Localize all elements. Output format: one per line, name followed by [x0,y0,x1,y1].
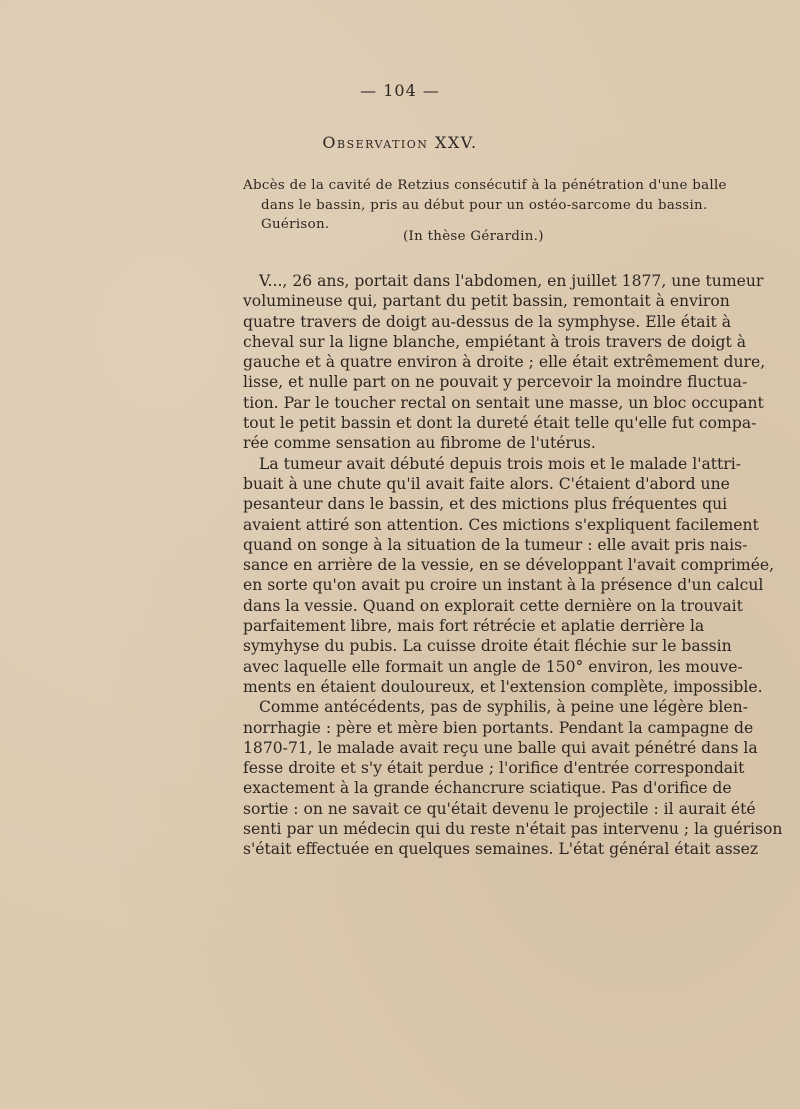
text-line: avec laquelle elle formait un angle de 150° environ, les mouve- [243,657,743,676]
paragraph [243,271,766,454]
paragraph [243,454,775,698]
text-line: en sorte qu'on avait pu croire un instant à la présence d'un calcul [243,576,764,595]
text-line: rée comme sensation au fibrome de l'utérus. [243,434,596,453]
text-line: s'était effectuée en quelques semaines. L'état général était assez [243,840,759,859]
text-line: dans la vessie. Quand on explorait cette dernière on la trouvait [243,596,743,615]
text-line: sortie : on ne savait ce qu'était devenu le projectile : il aurait été [243,799,756,818]
text-line: avaient attiré son attention. Ces mictions s'expliquent facilement [243,515,759,534]
text-line: lisse, et nulle part on ne pouvait y percevoir la moindre fluctua- [243,373,748,392]
text-line: symyhyse du pubis. La cuisse droite était fléchie sur le bassin [243,637,732,656]
text-line: gauche et à quatre environ à droite ; elle était extrêmement dure, [243,353,766,372]
text-line: V..., 26 ans, portait dans l'abdomen, en juillet 1877, une tumeur [259,272,764,290]
text-line: sance en arrière de la vessie, en se développant l'avait comprimée, [243,556,775,575]
page-number: — 104 — [360,81,440,100]
text-line: La tumeur avait débuté depuis trois mois et le malade l'attri- [259,454,742,473]
text-line: tion. Par le toucher rectal on sentait une masse, un bloc occupant [243,393,764,412]
text-line: norrhagie : père et mère bien portants. Pendant la campagne de [243,718,754,737]
source-citation: (In thèse Gérardin.) [403,229,544,244]
text-line: 1870-71, le malade avait reçu une balle qui avait pénétré dans la [243,738,758,757]
summary-line: dans le bassin, pris au début pour un ostéo-sarcome du bassin. [261,197,708,213]
observation-summary [243,176,727,235]
body-text [243,271,783,860]
text-line: exactement à la grande échancrure sciatique. Pas d'orifice de [243,779,732,798]
text-line: buait à une chute qu'il avait faite alors. C'étaient d'abord une [243,474,730,493]
summary-line: Guérison. [261,217,330,232]
text-line: tout le petit bassin et dont la dureté était telle qu'elle fut compa- [243,414,757,433]
text-line: Comme antécédents, pas de syphilis, à peine une légère blen- [259,698,748,717]
text-line: parfaitement libre, mais fort rétrécie et aplatie derrière la [243,617,705,636]
summary-line: Abcès de la cavité de Retzius consécutif à la pénétration d'une balle [243,178,727,193]
paragraph [243,697,783,859]
text-line: cheval sur la ligne blanche, empiétant à trois travers de doigt à [243,332,747,351]
observation-title: Observation XXV. [322,133,478,152]
text-line: volumineuse qui, partant du petit bassin, remontait à environ [243,292,730,311]
text-line: ments en étaient douloureux, et l'extension complète, impossible. [243,677,763,696]
text-line: quatre travers de doigt au-dessus de la symphyse. Elle était à [243,312,732,331]
text-line: senti par un médecin qui du reste n'était pas intervenu ; la guérison [243,820,783,839]
text-line: quand on songe à la situation de la tumeur : elle avait pris nais- [243,535,748,554]
text-line: fesse droite et s'y était perdue ; l'orifice d'entrée correspondait [243,759,745,778]
text-line: pesanteur dans le bassin, et des mictions plus fréquentes qui [243,495,728,514]
